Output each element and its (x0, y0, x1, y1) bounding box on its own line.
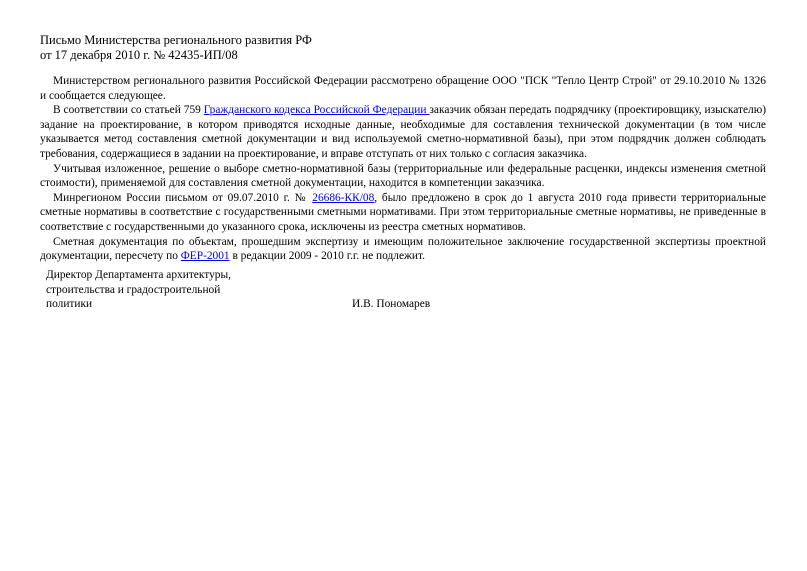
signature-block (46, 268, 231, 312)
paragraph-4-text-after: , было предложено в срок до 1 августа 2010 года привести территориальные сметные нормативы в соответствие с государственными сметными нормативами. При этом территориальные сметные нормативы, не приведенные в соответствие с государственными до указанного срока, исключены из реестра сметных нормативов. (40, 191, 766, 233)
paragraph-5-text-after: в редакции 2009 - 2010 г.г. не подлежит. (229, 250, 425, 263)
letter-date-number: от 17 декабря 2010 г. № 42435-ИП/08 (40, 48, 238, 62)
signer-name: И.В. Пономарев (352, 298, 431, 310)
signature-position-line-2: строительства и градостроительной (46, 283, 221, 296)
paragraph-2-text-before: В соответствии со статьей 759 (53, 104, 204, 117)
fer-2001-link[interactable]: ФЕР-2001 (180, 250, 230, 263)
paragraph-5 (40, 235, 766, 264)
civil-code-link[interactable]: Гражданского кодекса Российской Федерации (203, 104, 430, 117)
letter-title: Письмо Министерства регионального развития РФ (40, 33, 312, 47)
paragraph-3: Учитывая изложенное, решение о выборе сметно-нормативной базы (территориальные или федеральные расценки, индексы изменения сметной стоимости), применяемой для составления сметной документации, находится в компетенции заказчика. (40, 162, 766, 190)
paragraph-2 (40, 103, 766, 161)
signature-position-line-3: политики (46, 298, 93, 311)
paragraph-5-text-before: Сметная документация по объектам, прошедшим экспертизу и имеющим положительное заключение государственной экспертизы проектной документации, пересчету по (40, 235, 766, 263)
letter-body (40, 74, 766, 264)
signature-position-line-1: Директор Департамента архитектуры, (46, 269, 231, 281)
paragraph-1: Министерством регионального развития Российской Федерации рассмотрено обращение ООО "ПСК "Тепло Центр Строй" от 29.10.2010 № 1326 и сообщается следующее. (40, 75, 766, 102)
paragraph-4-text-before: Минрегионом России письмом от 09.07.2010 г. № (53, 191, 313, 204)
paragraph-2-text-after: заказчик обязан передать подрядчику (проектировщику, изыскателю) задание на проектирование, в котором приводятся исходные данные, необходимые для составления технической документации (в том числе указывается метод составления сметной документации и вид используемой сметно-нормативной базы), при этом подрядчик должен соблюдать требования, содержащиеся в задании на проектирование, и вправе отступать от них только с согласия заказчика. (40, 104, 767, 160)
letter-26686-link[interactable]: 26686-КК/08 (312, 191, 375, 204)
letter-header (40, 33, 312, 63)
paragraph-4 (40, 191, 766, 235)
